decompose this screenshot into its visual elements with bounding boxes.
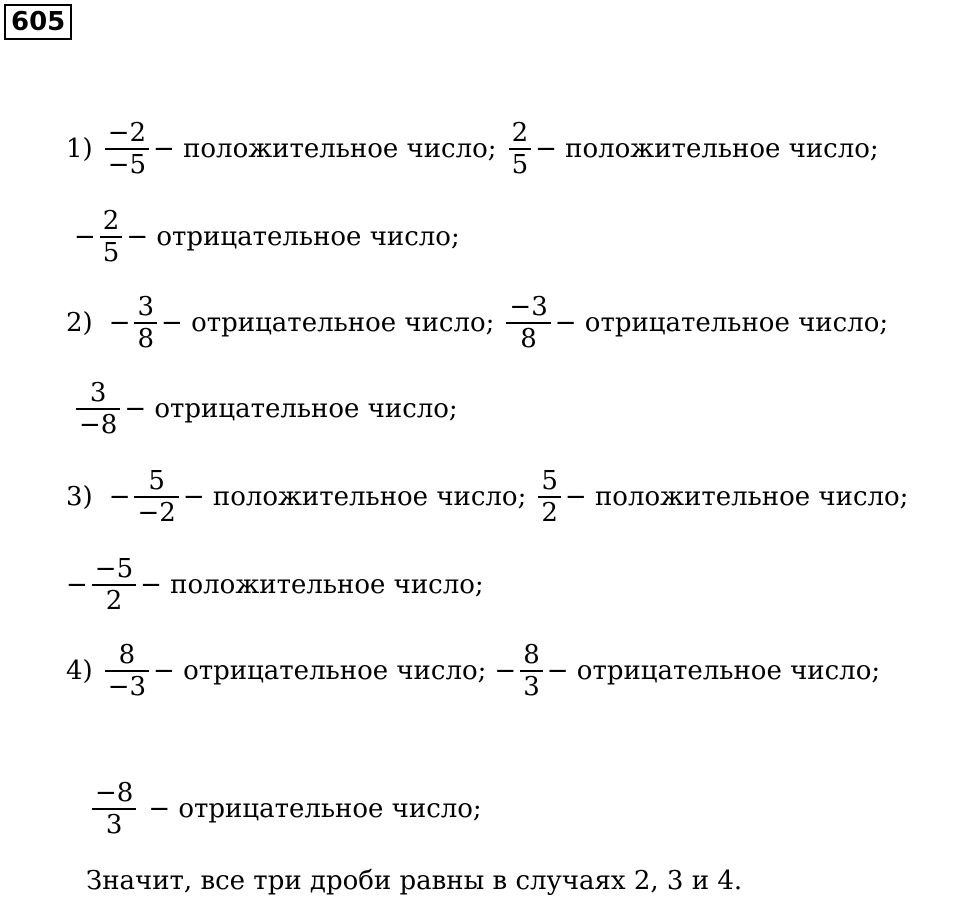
conclusion-text: Значит, все три дроби равны в случаях 2, 3 и 4. — [86, 866, 743, 896]
statement-text: − положительное число; — [564, 482, 909, 512]
fraction: $\frac{-2}{-5}$ — [105, 118, 149, 180]
minus-sign: − — [108, 482, 131, 512]
case3-line2 — [66, 554, 484, 616]
statement-text: − отрицательное число; — [546, 656, 881, 686]
statement-text: − отрицательное число; — [161, 308, 495, 338]
case3-line1 — [66, 466, 908, 528]
statement-text: − отрицательное число; — [126, 222, 460, 252]
case1-line1 — [66, 118, 879, 180]
case3-label: 3) — [66, 482, 93, 512]
statement-text: − отрицательное число; — [124, 394, 458, 424]
case2-line1 — [66, 292, 888, 354]
statement-text: − положительное число; — [153, 134, 497, 164]
case1-label: 1) — [66, 134, 93, 164]
fraction: $\frac{5}{2}$ — [538, 466, 561, 528]
case1-line2 — [74, 206, 460, 268]
statement-text: − положительное число; — [535, 134, 879, 164]
fraction: $\frac{3}{8}$ — [134, 292, 157, 354]
case4-line2 — [88, 778, 482, 840]
minus-sign: − — [108, 308, 131, 338]
minus-sign: − — [74, 222, 96, 252]
fraction: $\frac{5}{-2}$ — [134, 466, 178, 528]
statement-text: − отрицательное число; — [148, 794, 482, 824]
fraction: $\frac{2}{5}$ — [100, 206, 123, 268]
fraction: $\frac{-8}{3}$ — [92, 778, 136, 840]
statement-text: − положительное число; — [182, 482, 527, 512]
statement-text: − положительное число; — [140, 570, 484, 600]
minus-sign: − — [494, 656, 517, 686]
minus-sign: − — [66, 570, 88, 600]
fraction: $\frac{-3}{8}$ — [506, 292, 550, 354]
fraction: $\frac{3}{-8}$ — [76, 378, 120, 440]
problem-number: 605 — [4, 4, 72, 40]
fraction: $\frac{-5}{2}$ — [92, 554, 136, 616]
statement-text: − отрицательное число; — [554, 308, 889, 338]
fraction: $\frac{2}{5}$ — [509, 118, 532, 180]
fraction: $\frac{8}{3}$ — [520, 640, 543, 702]
case2-label: 2) — [66, 308, 93, 338]
statement-text: − отрицательное число; — [153, 656, 487, 686]
case4-line1 — [66, 640, 880, 702]
fraction: $\frac{8}{-3}$ — [105, 640, 149, 702]
case2-line2 — [72, 378, 458, 440]
case4-label: 4) — [66, 656, 93, 686]
conclusion — [86, 866, 742, 896]
